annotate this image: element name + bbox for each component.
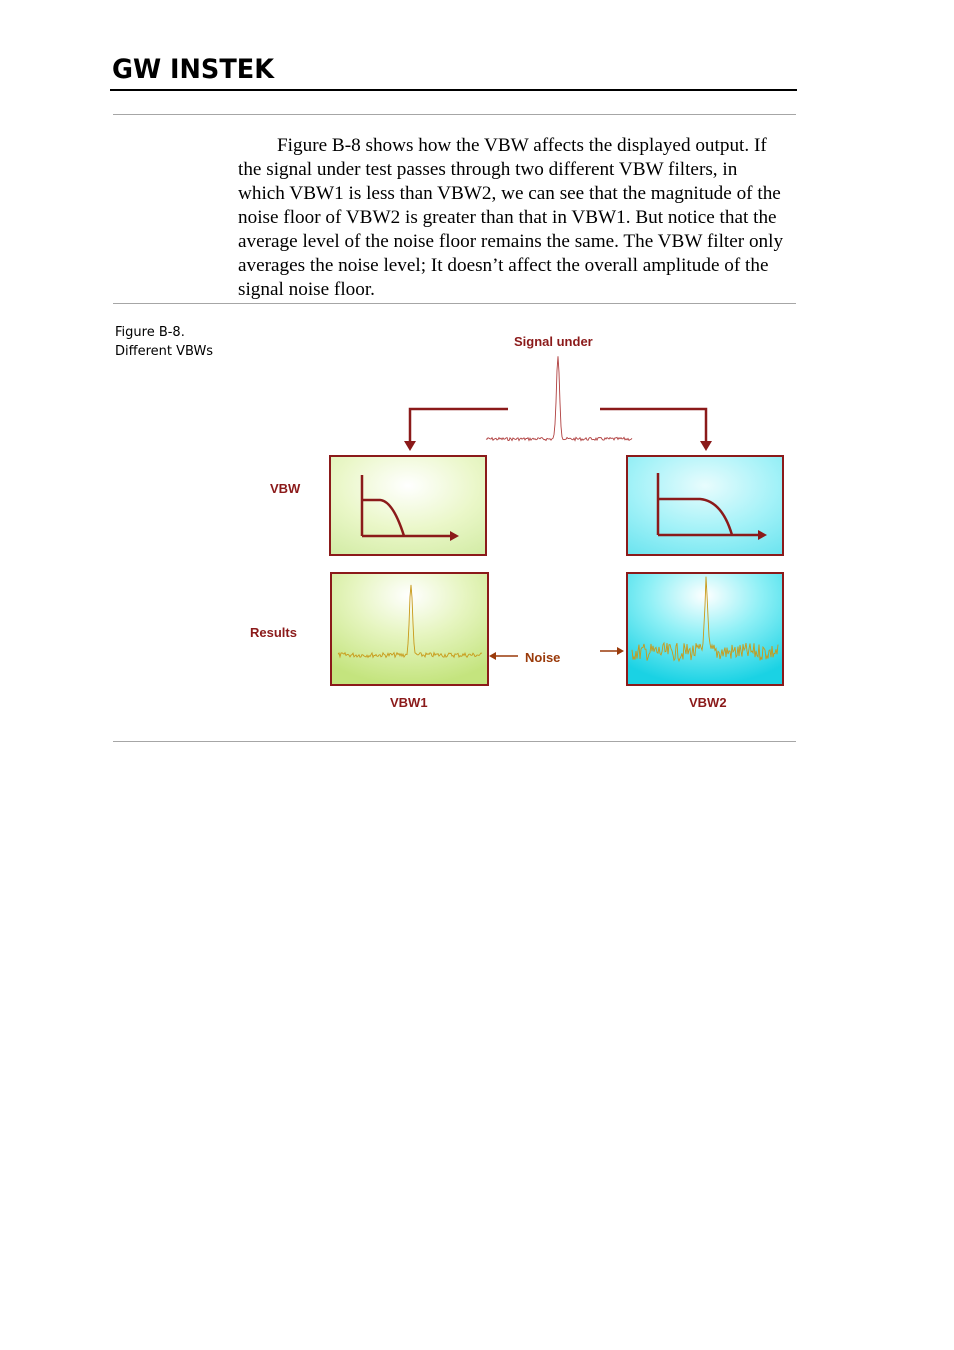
vbw2-label: VBW2 [689,695,727,710]
noise-arrow-left [489,652,518,660]
gw-instek-logo [112,52,277,84]
vbw-row-label: VBW [270,481,301,496]
signal-under-label: Signal under [514,334,593,349]
caption-title: Different VBWs [115,344,214,359]
vbw1-result-panel [331,573,488,685]
brand-text: GW INSTEK [112,54,276,84]
body-paragraph: Figure B-8 shows how the VBW affects the displayed output. If the signal under test passes through two different VBW filters, in which VBW1 is less than VBW2, we can see that the magnitude of the noise floor of VBW2 is greater than that in VBW1. But notice that the average level of the noise floor remains the same. The VBW filter only averages the noise level; It doesn’t affect the overall amplitude of the signal noise floor. [238,135,784,300]
noise-label: Noise [525,650,561,665]
input-signal-trace [486,356,632,440]
section-mid-rule [113,303,796,304]
header-rule [110,89,797,91]
vbw-figure [230,325,800,725]
vbw1-label: VBW1 [390,695,428,710]
results-row-label: Results [250,625,297,640]
figure-caption [115,323,213,361]
right-branch-arrow [600,409,712,451]
left-branch-arrow [404,409,508,451]
section-top-rule [113,114,796,115]
vbw1-filter-panel [330,456,486,555]
caption-figure-number: Figure B-8. [115,325,185,340]
section-bottom-rule [113,741,796,742]
noise-arrow-right [600,647,624,655]
vbw2-result-panel [627,573,783,685]
vbw2-filter-panel [627,456,783,555]
